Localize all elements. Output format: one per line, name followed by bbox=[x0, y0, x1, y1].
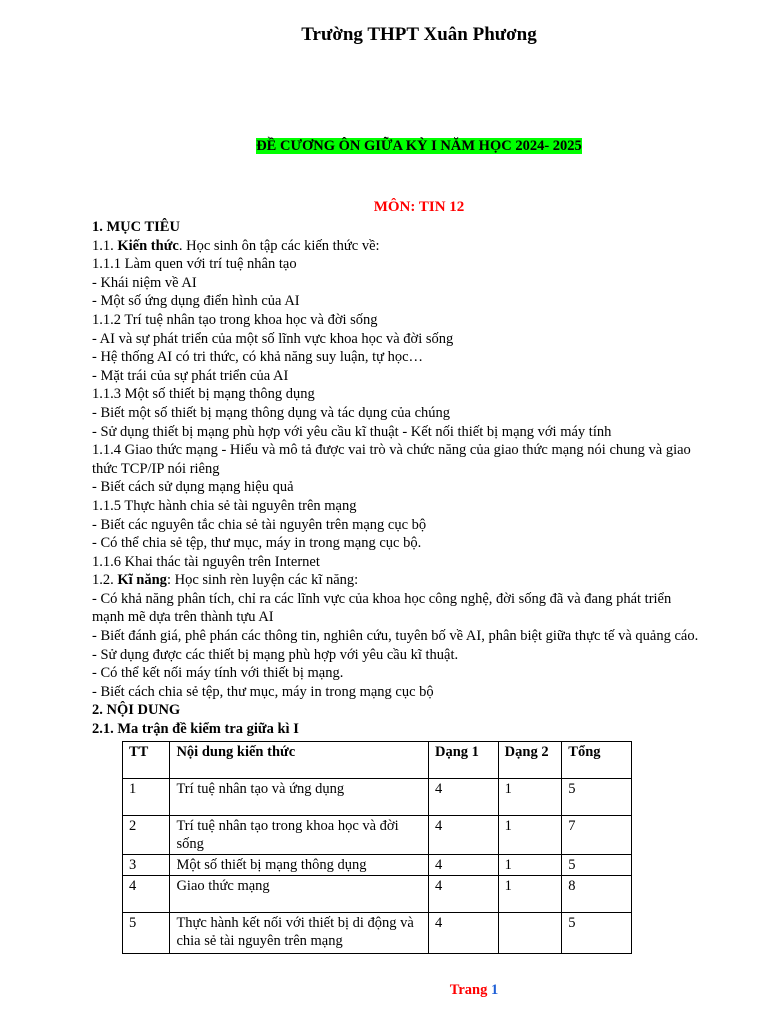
subsection-text: . Học sinh ôn tập các kiến thức về: bbox=[178, 237, 380, 254]
header-cell-total: Tổng bbox=[562, 742, 632, 779]
header-cell-type2: Dạng 2 bbox=[498, 742, 562, 779]
table-cell: 4 bbox=[428, 779, 498, 816]
table-cell: Giao thức mạng bbox=[170, 876, 429, 913]
table-cell: 2 bbox=[123, 816, 170, 855]
subject-heading: MÔN: TIN 12 bbox=[373, 199, 465, 215]
body-line: - Có thể kết nối máy tính với thiết bị mạng. bbox=[92, 665, 344, 682]
document-title bbox=[0, 138, 768, 155]
header-cell-content: Nội dung kiến thức bbox=[170, 742, 429, 779]
table-cell: 4 bbox=[428, 816, 498, 855]
table-row bbox=[123, 855, 632, 876]
table-row bbox=[123, 816, 632, 855]
table-cell: 3 bbox=[123, 855, 170, 876]
table-cell: 1 bbox=[123, 779, 170, 816]
subsection-label: Kĩ năng bbox=[117, 572, 167, 589]
table-cell: 1 bbox=[498, 816, 562, 855]
document-title-text: ĐỀ CƯƠNG ÔN GIỮA KỲ I NĂM HỌC 2024- 2025 bbox=[256, 138, 582, 154]
table-cell: 4 bbox=[428, 876, 498, 913]
section-heading: 1. MỤC TIÊU bbox=[92, 219, 180, 235]
body-line: thức TCP/IP nói riêng bbox=[92, 460, 220, 477]
table-cell bbox=[498, 913, 562, 954]
table-cell: Thực hành kết nối với thiết bị di động và chia sẻ tài nguyên trên mạng bbox=[170, 913, 429, 954]
table-cell: 8 bbox=[562, 876, 632, 913]
page-footer bbox=[0, 982, 768, 999]
body-line: mạnh mẽ dựa trên thành tựu AI bbox=[92, 609, 274, 626]
table-row bbox=[123, 913, 632, 954]
body-line: 1.1.6 Khai thác tài nguyên trên Internet bbox=[92, 553, 320, 570]
subsection-text: : Học sinh rèn luyện các kĩ năng: bbox=[166, 572, 359, 589]
body-line: - AI và sự phát triển của một số lĩnh vực khoa học và đời sống bbox=[92, 330, 454, 347]
body-line: 1.1.3 Một số thiết bị mạng thông dụng bbox=[92, 386, 315, 403]
body-line: - Biết một số thiết bị mạng thông dụng và tác dụng của chúng bbox=[92, 404, 451, 421]
body-line: 1.1.1 Làm quen với trí tuệ nhân tạo bbox=[92, 256, 297, 273]
school-name: Trường THPT Xuân Phương bbox=[301, 24, 537, 45]
exam-matrix-table bbox=[122, 741, 632, 954]
subsection-skills bbox=[92, 571, 752, 590]
table-cell: 7 bbox=[562, 816, 632, 855]
table-cell: 5 bbox=[562, 913, 632, 954]
table-row bbox=[123, 779, 632, 816]
body-line: - Sử dụng thiết bị mạng phù hợp với yêu cầu kĩ thuật - Kết nối thiết bị mạng với máy tính bbox=[92, 423, 612, 440]
body-line: - Biết đánh giá, phê phán các thông tin, nghiên cứu, tuyên bố về AI, phân biệt giữa thực tế và quảng cáo. bbox=[92, 628, 699, 645]
table-cell: 1 bbox=[498, 876, 562, 913]
body-line: - Một số ứng dụng điển hình của AI bbox=[92, 293, 300, 310]
header-cell-tt: TT bbox=[123, 742, 170, 779]
table-cell: Một số thiết bị mạng thông dụng bbox=[170, 855, 429, 876]
table-cell: 4 bbox=[428, 913, 498, 954]
body-line: - Sử dụng được các thiết bị mạng phù hợp với yêu cầu kĩ thuật. bbox=[92, 646, 459, 663]
document-body bbox=[92, 218, 752, 739]
body-line: - Có thể chia sẻ tệp, thư mục, máy in trong mạng cục bộ. bbox=[92, 535, 422, 552]
body-line: 1.1.4 Giao thức mạng - Hiểu và mô tả được vai trò và chức năng của giao thức mạng nói chung và giao bbox=[92, 442, 691, 459]
table-cell: 5 bbox=[123, 913, 170, 954]
page-number: 1 bbox=[490, 982, 499, 998]
body-line: - Mặt trái của sự phát triển của AI bbox=[92, 367, 289, 384]
table-cell: 4 bbox=[123, 876, 170, 913]
table-cell: Trí tuệ nhân tạo và ứng dụng bbox=[170, 779, 429, 816]
body-line: - Có khả năng phân tích, chỉ ra các lĩnh vực của khoa học công nghệ, đời sống đã và đang phát triển bbox=[92, 590, 672, 607]
table-cell: Trí tuệ nhân tạo trong khoa học và đời sống bbox=[170, 816, 429, 855]
table-cell: 4 bbox=[428, 855, 498, 876]
table-cell: 5 bbox=[562, 855, 632, 876]
header-cell-type1: Dạng 1 bbox=[428, 742, 498, 779]
table-cell: 5 bbox=[562, 779, 632, 816]
body-line: - Biết cách sử dụng mạng hiệu quả bbox=[92, 479, 294, 496]
table-cell: 1 bbox=[498, 779, 562, 816]
body-line: - Biết các nguyên tắc chia sẻ tài nguyên trên mạng cục bộ bbox=[92, 516, 427, 533]
table-row bbox=[123, 876, 632, 913]
table-caption: 2.1. Ma trận đề kiểm tra giữa kì I bbox=[92, 721, 299, 738]
table-header-row bbox=[123, 742, 632, 779]
body-line: - Khái niệm về AI bbox=[92, 274, 197, 291]
subsection-knowledge bbox=[92, 237, 752, 256]
section-heading: 2. NỘI DUNG bbox=[92, 702, 181, 719]
subsection-number: 1.2. bbox=[92, 572, 118, 589]
body-line: - Biết cách chia sẻ tệp, thư mục, máy in trong mạng cục bộ bbox=[92, 683, 434, 700]
body-line: 1.1.2 Trí tuệ nhân tạo trong khoa học và đời sống bbox=[92, 311, 378, 328]
body-line: 1.1.5 Thực hành chia sẻ tài nguyên trên mạng bbox=[92, 497, 357, 514]
table-cell: 1 bbox=[498, 855, 562, 876]
page-label: Trang bbox=[449, 982, 491, 998]
subsection-number: 1.1. bbox=[92, 237, 118, 254]
subsection-label: Kiến thức bbox=[117, 237, 179, 254]
body-line: - Hệ thống AI có tri thức, có khả năng suy luận, tự học… bbox=[92, 349, 424, 366]
